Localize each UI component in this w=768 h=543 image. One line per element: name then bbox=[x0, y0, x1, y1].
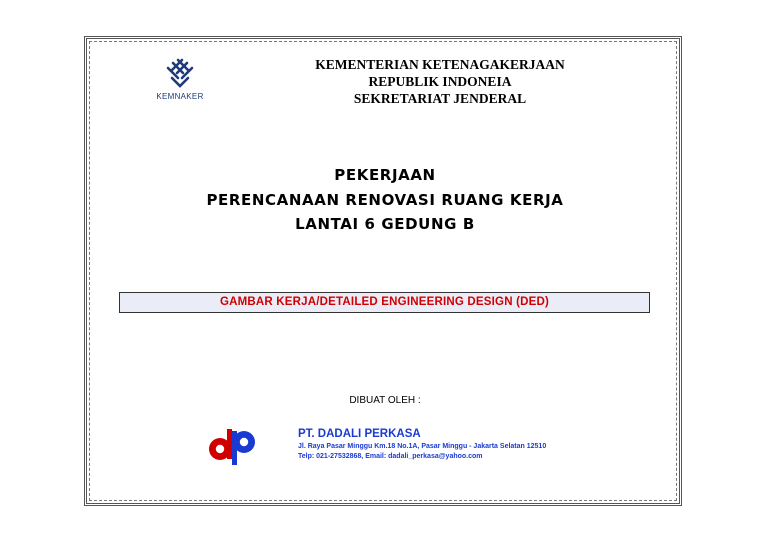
kemnaker-logo-icon bbox=[164, 58, 196, 90]
ministry-line-3: SEKRETARIAT JENDERAL bbox=[353, 91, 527, 106]
kemnaker-logo bbox=[120, 52, 240, 110]
project-line-1: PEKERJAAN bbox=[334, 166, 436, 184]
project-line-3: LANTAI 6 GEDUNG B bbox=[295, 215, 475, 233]
company-contact: Telp: 021-27532868, Email: dadali_perkasa@yahoo.com bbox=[298, 453, 483, 460]
ministry-line-2: REPUBLIK INDONEIA bbox=[368, 74, 512, 89]
project-title bbox=[120, 163, 650, 237]
project-line-2: PERENCANAAN RENOVASI RUANG KERJA bbox=[206, 190, 564, 209]
dadali-perkasa-logo-icon bbox=[205, 423, 257, 467]
kemnaker-logo-text: KEMNAKER bbox=[156, 92, 204, 101]
ministry-header bbox=[280, 56, 600, 107]
made-by-label: DIBUAT OLEH : bbox=[349, 395, 421, 406]
ded-title-box: GAMBAR KERJA/DETAILED ENGINEERING DESIGN (DED) bbox=[119, 292, 650, 313]
ministry-line-1: KEMENTERIAN KETENAGAKERJAAN bbox=[315, 57, 565, 72]
company-address: Jl. Raya Pasar Minggu Km.18 No.1A, Pasar Minggu - Jakarta Selatan 12510 bbox=[298, 443, 547, 450]
company-name: PT. DADALI PERKASA bbox=[298, 428, 421, 440]
